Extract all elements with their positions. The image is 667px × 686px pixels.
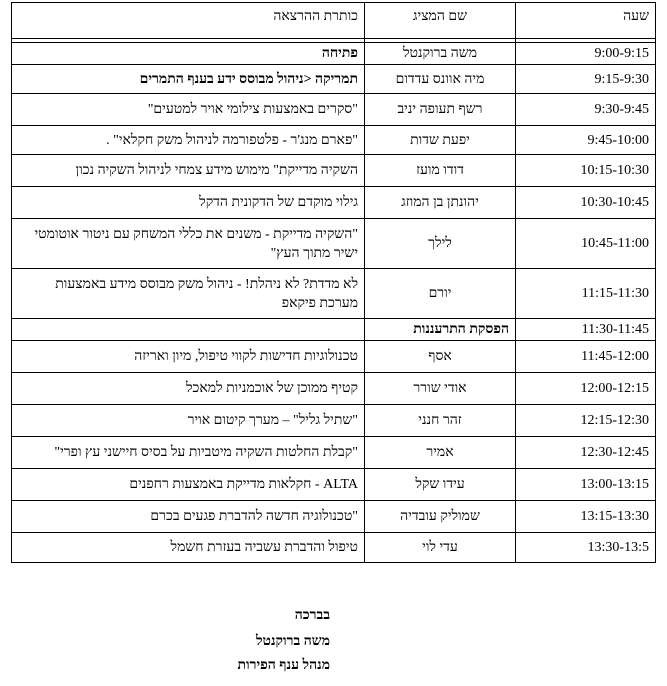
session-time bbox=[516, 219, 656, 269]
lecture-title: "טכנולוגיה חדשה להדברת פגעים בכרם bbox=[12, 501, 365, 533]
session-time-text: 13:15-13:30 bbox=[580, 509, 649, 524]
signature-role: מנהל ענף הפירות bbox=[237, 658, 330, 673]
lecture-title: "השקיה מדייקת - משנים את כללי המשחק עם ניטור אוטומטי ישיר מתוך העץ" bbox=[12, 219, 365, 269]
break-label: הפסקת התרעננות bbox=[365, 319, 516, 341]
session-time bbox=[516, 533, 656, 563]
session-time-text: 12:00-12:15 bbox=[580, 381, 649, 396]
presenter-name: זהר חנני bbox=[365, 405, 516, 437]
session-time-text: 9:15-9:30 bbox=[594, 71, 649, 87]
session-time bbox=[516, 126, 656, 155]
signature-greeting: בברכה bbox=[294, 608, 330, 623]
session-time-text: 9:30-9:45 bbox=[594, 102, 649, 117]
session-time bbox=[516, 341, 656, 373]
lecture-title: תמריקה <ניהול מבוסס ידע בענף התמרים bbox=[12, 65, 365, 94]
lecture-title: קטיף ממוכן של אוכמניות למאכל bbox=[12, 373, 365, 405]
presenter-name: אודי שורר bbox=[365, 373, 516, 405]
table-row bbox=[12, 43, 656, 65]
session-time bbox=[516, 319, 656, 341]
presenter-name: אסף bbox=[365, 341, 516, 373]
lecture-title: פתיחה bbox=[12, 43, 365, 65]
session-time bbox=[516, 43, 656, 65]
lecture-title: טכנולוגיות חדישות לקווי טיפול, מיון ואריזה bbox=[12, 341, 365, 373]
presenter-name: לילך bbox=[365, 219, 516, 269]
table-row bbox=[12, 373, 656, 405]
session-time-text: 10:45-11:00 bbox=[581, 236, 649, 251]
session-time bbox=[516, 94, 656, 126]
table-row bbox=[12, 269, 656, 319]
table-row bbox=[12, 405, 656, 437]
session-time bbox=[516, 155, 656, 187]
table-row bbox=[12, 126, 656, 155]
lecture-title: גילוי מוקדם של הדקונית הדקל bbox=[12, 187, 365, 219]
presenter-name: יורם bbox=[365, 269, 516, 319]
session-time bbox=[516, 437, 656, 469]
session-time-text: 10:15-10:30 bbox=[580, 163, 649, 178]
presenter-name: מיה אוונס עדדום bbox=[365, 65, 516, 94]
presenter-name: אמיר bbox=[365, 437, 516, 469]
header-presenter: שם המציג bbox=[365, 3, 516, 39]
session-time bbox=[516, 469, 656, 501]
session-time-text: 10:30-10:45 bbox=[580, 195, 649, 210]
session-time bbox=[516, 269, 656, 319]
table-row bbox=[12, 187, 656, 219]
session-time bbox=[516, 65, 656, 94]
lecture-title: השקיה מדייקת" מימוש מידע צמחי לניהול השקיה נכון bbox=[12, 155, 365, 187]
lecture-title: "שתיל גליל" – מערך קיטום אויר bbox=[12, 405, 365, 437]
table-row bbox=[12, 341, 656, 373]
table-row bbox=[12, 65, 656, 94]
lecture-title: ALTA - חקלאות מדייקת באמצעות רחפנים bbox=[12, 469, 365, 501]
session-time-text: 11:30-11:45 bbox=[581, 322, 649, 337]
session-time-text: 11:45-12:00 bbox=[581, 349, 649, 364]
presenter-name: יפעת שדות bbox=[365, 126, 516, 155]
session-time-text: 13:30-13:5 bbox=[587, 540, 649, 555]
presenter-name: משה ברוקנטל bbox=[365, 43, 516, 65]
session-time bbox=[516, 405, 656, 437]
lecture-title: "קבלת החלטות השקיה מיטביות על בסיס חיישני עץ ופרי" bbox=[12, 437, 365, 469]
session-time-text: 9:45-10:00 bbox=[587, 132, 649, 148]
table-row bbox=[12, 469, 656, 501]
signature-name: משה ברוקנטל bbox=[255, 634, 330, 649]
presenter-name: דודו מועז bbox=[365, 155, 516, 187]
presenter-name: שמוליק עובדיה bbox=[365, 501, 516, 533]
lecture-title: "פארם מנג'ר - פלטפורמה לניהול משק חקלאי" . bbox=[12, 126, 365, 155]
schedule-table bbox=[11, 2, 656, 563]
session-time bbox=[516, 501, 656, 533]
session-time bbox=[516, 187, 656, 219]
table-row bbox=[12, 319, 656, 341]
lecture-title bbox=[12, 319, 365, 341]
header-title: כותרת ההרצאה bbox=[12, 3, 365, 39]
table-header-row bbox=[12, 3, 656, 39]
presenter-name: עידו שקל bbox=[365, 469, 516, 501]
presenter-name: עדי לוי bbox=[365, 533, 516, 563]
lecture-title: לא מדדת? לא ניהלת! - ניהול משק מבוסס מידע באמצעות מערכת פיקאפ bbox=[12, 269, 365, 319]
table-row bbox=[12, 533, 656, 563]
lecture-title: "סקרים באמצעות צילומי אויר למטעים" bbox=[12, 94, 365, 126]
table-row bbox=[12, 437, 656, 469]
table-row bbox=[12, 94, 656, 126]
presenter-name: רשף תעופה יניב bbox=[365, 94, 516, 126]
session-time bbox=[516, 373, 656, 405]
session-time-text: 9:00-9:15 bbox=[594, 46, 649, 61]
session-time-text: 12:15-12:30 bbox=[580, 413, 649, 428]
table-row bbox=[12, 155, 656, 187]
table-row bbox=[12, 501, 656, 533]
session-time-text: 12:30-12:45 bbox=[580, 445, 649, 460]
session-time-text: 11:15-11:30 bbox=[581, 286, 649, 301]
table-row bbox=[12, 219, 656, 269]
presenter-name: יהונתן בן המוזג bbox=[365, 187, 516, 219]
session-time-text: 13:00-13:15 bbox=[580, 477, 649, 492]
header-time: שעה bbox=[516, 3, 656, 39]
lecture-title: טיפול והדברת עשביה בעזרת חשמל bbox=[12, 533, 365, 563]
